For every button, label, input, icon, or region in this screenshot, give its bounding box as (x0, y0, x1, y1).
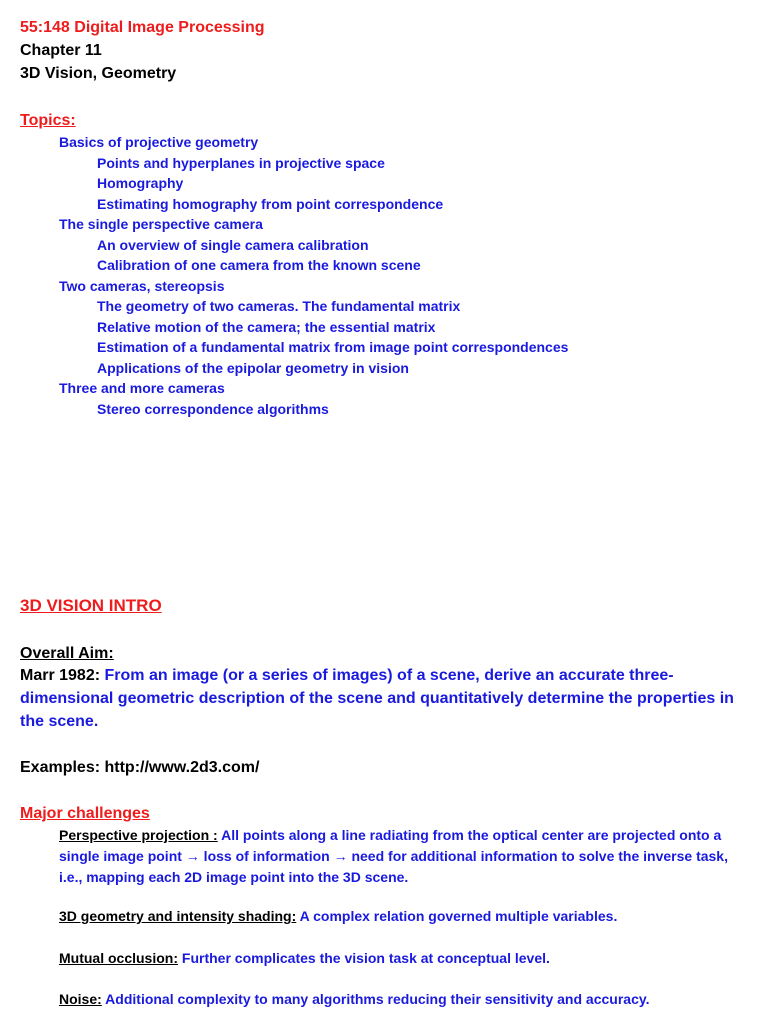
examples-line: Examples: http://www.2d3.com/ (20, 759, 260, 776)
challenge-occlusion (59, 948, 739, 969)
marr-quote (20, 664, 760, 733)
intro-heading: 3D VISION INTRO (20, 596, 162, 615)
topic-item: Basics of projective geometry (59, 134, 259, 150)
topic-item: Three and more cameras (59, 380, 225, 396)
challenge-desc: Further complicates the vision task at conceptual level. (181, 950, 550, 966)
challenge-term: Noise: (59, 991, 102, 1007)
challenge-term: Mutual occlusion: (59, 950, 178, 966)
challenge-desc: Additional complexity to many algorithms reducing their sensitivity and accuracy. (105, 991, 650, 1007)
challenge-term: Perspective projection : (59, 827, 218, 843)
course-title: 55:148 Digital Image Processing (20, 19, 265, 36)
chapter-label: Chapter 11 (20, 42, 102, 59)
challenge-desc: All points along a line radiating from the optical center are projected onto a single image point → loss of information → need for additional information to solve the inverse task, i.e., mapping each 2D image point into the 3D scene. (59, 827, 728, 885)
topic-item: Two cameras, stereopsis (59, 277, 225, 294)
challenge-perspective (59, 825, 739, 888)
subtopic-item: The geometry of two cameras. The fundamental matrix (97, 298, 461, 314)
marr-text: From an image (or a series of images) of a scene, derive an accurate three-dimensional geometric description of the scene and quantitatively determine the properties in the scene. (20, 667, 734, 730)
overall-aim-label: Overall Aim: (20, 645, 114, 662)
challenges-heading: Major challenges (20, 805, 150, 822)
chapter-subtitle: 3D Vision, Geometry (20, 65, 177, 82)
challenge-noise (59, 989, 739, 1010)
subtopic-item: Calibration of one camera from the known scene (97, 257, 421, 273)
subtopic-item: Points and hyperplanes in projective space (97, 154, 385, 171)
subtopic-item: An overview of single camera calibration (97, 236, 369, 253)
subtopic-item: Applications of the epipolar geometry in vision (97, 359, 409, 376)
marr-prefix: Marr 1982: (20, 667, 101, 684)
subtopic-item: Relative motion of the camera; the essential matrix (97, 318, 436, 335)
topics-heading: Topics: (20, 112, 76, 129)
subtopic-item: Stereo correspondence algorithms (97, 400, 329, 417)
challenge-term: 3D geometry and intensity shading: (59, 908, 297, 924)
challenge-shading (59, 906, 739, 927)
subtopic-item: Estimating homography from point correspondence (97, 195, 444, 212)
subtopic-item: Homography (97, 175, 184, 191)
subtopic-item: Estimation of a fundamental matrix from image point correspondences (97, 339, 569, 355)
topic-item: The single perspective camera (59, 216, 263, 232)
challenge-desc: A complex relation governed multiple variables. (299, 908, 618, 924)
